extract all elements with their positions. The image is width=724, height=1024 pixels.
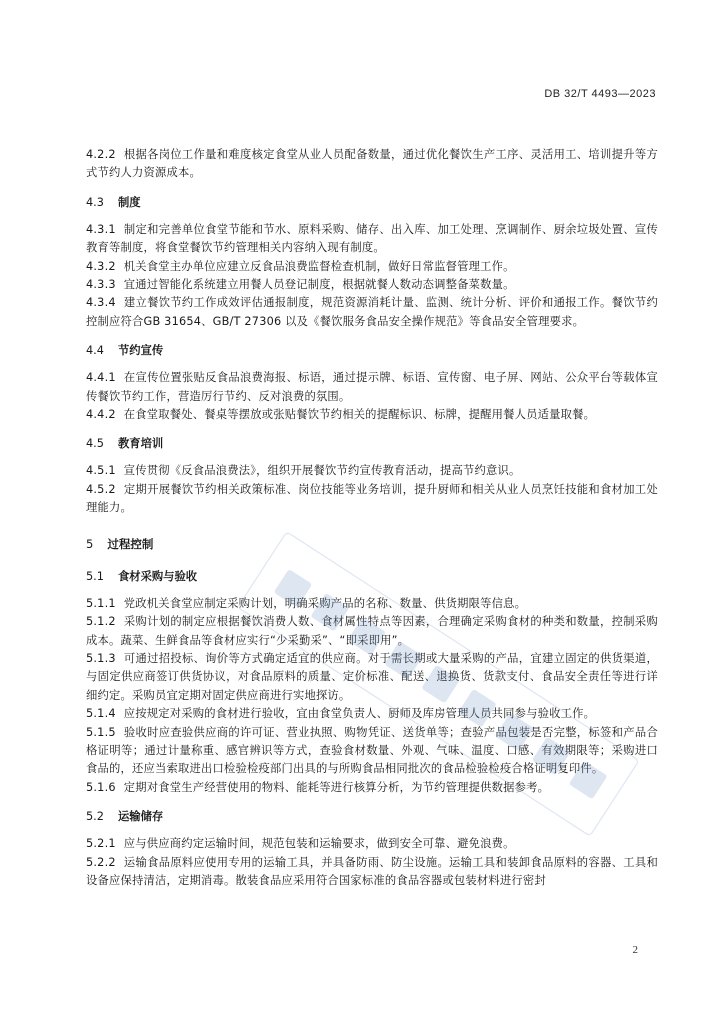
clause-paragraph (86, 258, 658, 276)
clause-paragraph (86, 613, 658, 650)
clause-number: 4.4.1 (86, 371, 116, 385)
clause-number: 5 (86, 536, 94, 551)
clause-text: 运输食品原料应使用专用的运输工具，并具备防雨、防尘设施。运输工具和装卸食品原料的容器、工具和设备应保持清洁，定期消毒。散装食品应采用符合国家标准的食品容器或包装材料进行密封 (86, 855, 658, 887)
clause-number: 5.1.2 (86, 615, 116, 629)
clause-text: 节约宣传 (117, 344, 164, 358)
clause-number: 4.3.4 (86, 296, 116, 310)
clause-text: 宜通过智能化系统建立用餐人员登记制度，根据就餐人数动态调整备菜数量。 (123, 278, 515, 292)
document-body (86, 146, 658, 890)
page-number: 2 (632, 944, 638, 956)
subsection-heading (86, 808, 658, 826)
clause-paragraph (86, 705, 658, 723)
clause-number: 4.4 (86, 344, 104, 358)
subsection-heading (86, 342, 658, 360)
clause-paragraph (86, 835, 658, 853)
clause-text: 制定和完善单位食堂节能和节水、原料采购、储存、出入库、加工处理、烹调制作、厨余垃圾处置、宣传教育等制度，将食堂餐饮节约管理相关内容纳入现有制度。 (86, 222, 658, 255)
subsection-heading (86, 435, 658, 453)
clause-number: 5.2.1 (86, 837, 116, 851)
clause-number: 4.2.2 (86, 148, 116, 161)
clause-text: 食材采购与验收 (117, 569, 198, 583)
clause-number: 5.1.3 (86, 651, 116, 665)
clause-number: 4.3.2 (86, 259, 116, 273)
clause-paragraph (86, 294, 658, 331)
clause-number: 4.5.2 (86, 482, 116, 496)
clause-paragraph (86, 221, 658, 258)
clause-number: 5.1.1 (86, 596, 116, 610)
clause-text: 采购计划的制定应根据餐饮消费人数、食材属性特点等因素，合理确定采购食材的种类和数量，控制采购成本。蔬菜、生鲜食品等食材应实行“少采勤采”、“即采即用”。 (86, 615, 658, 647)
clause-text: 建立餐饮节约工作成效评估通报制度，规范资源消耗计量、监测、统计分析、评价和通报工作。餐饮节约控制应符合GB 31654、GB/T 27306 以及《餐饮服务食品安全操作规范》等食品安全管理要求。 (86, 296, 658, 328)
subsection-heading (86, 568, 658, 586)
clause-paragraph (86, 595, 658, 613)
clause-text: 定期对食堂生产经营使用的物料、能耗等进行核算分析，为节约管理提供数据参考。 (123, 780, 550, 794)
clause-number: 5.1.5 (86, 725, 116, 739)
clause-text: 验收时应查验供应商的许可证、营业执照、购物凭证、送货单等；查验产品包装是否完整，标签和产品合格证明等；通过计量称重、感官辨识等方式，查验食材数量、外观、气味、温度、口感、有效期限等；采购进口食品的，还应当索取进出口检验检疫部门出具的与所购食品相同批次的食品检验检疫合格证明复印件。 (86, 725, 658, 776)
clause-text: 定期开展餐饮节约相关政策标准、岗位技能等业务培训，提升厨师和相关从业人员烹饪技能和食材加工处理能力。 (86, 482, 658, 515)
clause-paragraph (86, 779, 658, 797)
clause-text: 在食堂取餐处、餐桌等摆放或张贴餐饮节约相关的提醒标识、标牌，提醒用餐人员适量取餐。 (123, 408, 596, 422)
clause-text: 根据各岗位工作量和难度核定食堂从业人员配备数量，通过优化餐饮生产工序、灵活用工、培训提升等方式节约人力资源成本。 (86, 148, 658, 180)
clause-number: 5.1.4 (86, 707, 116, 721)
clause-paragraph (86, 854, 658, 891)
clause-text: 教育培训 (117, 437, 164, 451)
clause-text: 应与供应商约定运输时间，规范包装和运输要求，做到安全可靠、避免浪费。 (123, 837, 515, 851)
clause-text: 应按规定对采购的食材进行验收，宜由食堂负责人、厨师及库房管理人员共同参与验收工作。 (123, 707, 596, 721)
clause-paragraph (86, 724, 658, 779)
clause-text: 制度 (117, 195, 141, 209)
clause-number: 4.4.2 (86, 408, 116, 422)
clause-text: 机关食堂主办单位应建立反食品浪费监督检查机制，做好日常监督管理工作。 (123, 259, 515, 273)
clause-paragraph (86, 481, 658, 518)
clause-number: 4.3.3 (86, 278, 116, 292)
clause-number: 5.1.6 (86, 780, 116, 794)
clause-paragraph (86, 146, 658, 183)
clause-text: 可通过招投标、询价等方式确定适宜的供应商。对于需长期或大量采购的产品，宜建立固定的供货渠道，与固定供应商签订供货协议，对食品原料的质量、定价标准、配送、退换货、货款支付、食品安全责任等进行详细约定。采购员宜定期对固定供应商进行实地探访。 (86, 651, 658, 702)
clause-number: 4.5.1 (86, 464, 116, 478)
clause-number: 4.3 (86, 195, 104, 209)
clause-paragraph (86, 462, 658, 480)
clause-text: 宣传贯彻《反食品浪费法》，组织开展餐饮节约宣传教育活动，提高节约意识。 (123, 464, 521, 478)
document-code: DB 32/T 4493—2023 (544, 88, 656, 100)
clause-number: 5.2.2 (86, 855, 116, 869)
clause-paragraph (86, 369, 658, 406)
clause-text: 运输储存 (117, 810, 164, 824)
subsection-heading (86, 194, 658, 212)
clause-text: 在宣传位置张贴反食品浪费海报、标语，通过提示牌、标语、宣传窗、电子屏、网站、公众平台等载体宣传餐饮节约工作，营造厉行节约、反对浪费的氛围。 (86, 371, 658, 403)
clause-paragraph (86, 276, 658, 294)
clause-text: 过程控制 (107, 536, 154, 551)
clause-number: 5.1 (86, 569, 104, 583)
clause-number: 4.3.1 (86, 222, 116, 236)
clause-number: 4.5 (86, 437, 104, 451)
clause-paragraph (86, 406, 658, 424)
section-heading (86, 535, 658, 553)
clause-text: 党政机关食堂应制定采购计划，明确采购产品的名称、数量、供货期限等信息。 (123, 596, 527, 610)
clause-paragraph (86, 650, 658, 705)
clause-number: 5.2 (86, 810, 104, 824)
